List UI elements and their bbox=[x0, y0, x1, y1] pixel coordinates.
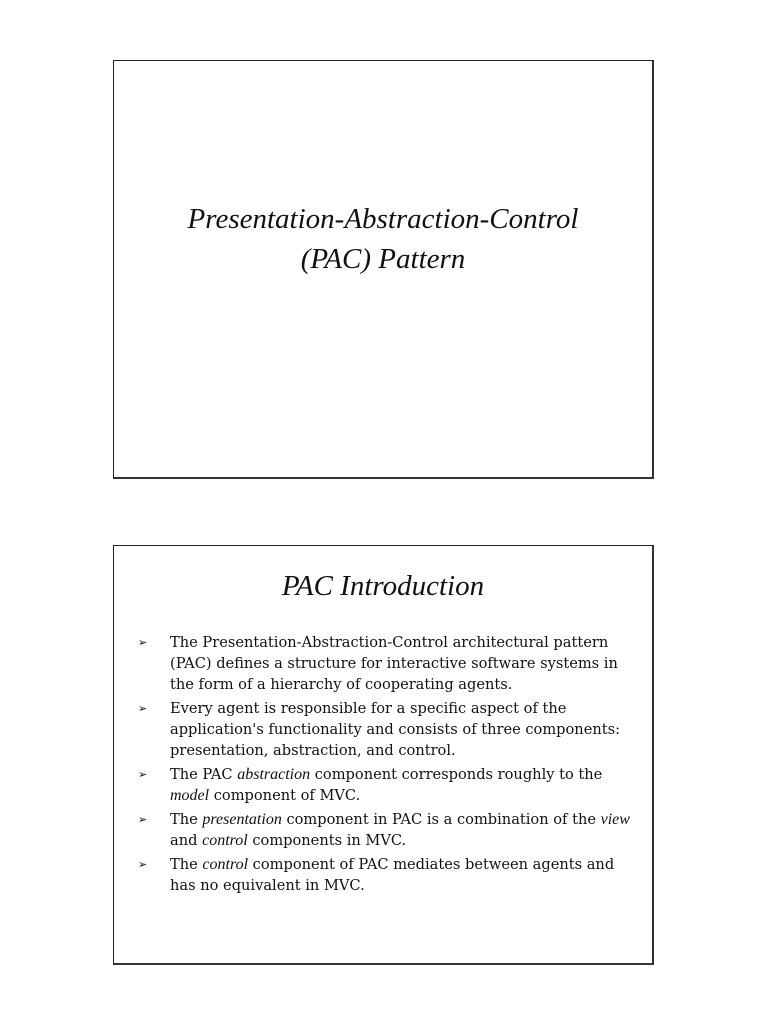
bullet-text-part: The bbox=[170, 811, 203, 828]
slide-1-title bbox=[114, 199, 652, 279]
bullet-text-part: The bbox=[170, 856, 203, 873]
bullet-item bbox=[138, 764, 634, 806]
bullet-item bbox=[138, 698, 634, 761]
slide-1-title-line-2: (PAC) Pattern bbox=[300, 243, 466, 275]
bullet-text-part: components in MVC. bbox=[247, 832, 407, 849]
emphasis-term: control bbox=[202, 856, 249, 873]
arrowhead-bullet-icon: ➢ bbox=[138, 768, 148, 781]
bullet-list bbox=[138, 632, 634, 899]
slide-2 bbox=[113, 545, 654, 965]
arrowhead-bullet-icon: ➢ bbox=[138, 702, 148, 715]
emphasis-term: view bbox=[600, 811, 630, 828]
emphasis-term: model bbox=[170, 787, 210, 804]
slide-2-title: PAC Introduction bbox=[281, 570, 485, 602]
bullet-text-part: component of MVC. bbox=[209, 787, 361, 804]
arrowhead-bullet-icon: ➢ bbox=[138, 636, 148, 649]
emphasis-term: presentation bbox=[202, 811, 282, 828]
emphasis-term: control bbox=[202, 832, 248, 849]
emphasis-term: abstraction bbox=[237, 766, 311, 783]
slide-1 bbox=[113, 60, 654, 479]
bullet-text-part: component of PAC mediates between agents and has no equivalent in MVC. bbox=[170, 856, 615, 894]
bullet-text-part: and bbox=[170, 832, 203, 849]
bullet-text-part: component corresponds roughly to the bbox=[310, 766, 603, 783]
slide-1-title-line-1: Presentation-Abstraction-Control bbox=[187, 203, 579, 235]
bullet-item bbox=[138, 809, 634, 851]
arrowhead-bullet-icon: ➢ bbox=[138, 813, 148, 826]
arrowhead-bullet-icon: ➢ bbox=[138, 858, 148, 871]
bullet-item bbox=[138, 854, 634, 896]
bullet-text-part: The PAC bbox=[170, 766, 238, 783]
bullet-text: The Presentation-Abstraction-Control architectural pattern (PAC) defines a structure for interactive software systems in the form of a hierarchy of cooperating agents. bbox=[170, 634, 618, 693]
bullet-text-part: component in PAC is a combination of the bbox=[281, 811, 601, 828]
bullet-text: Every agent is responsible for a specific aspect of the application's functionality and consists of three components: presentation, abstraction, and control. bbox=[170, 700, 621, 759]
bullet-item bbox=[138, 632, 634, 695]
